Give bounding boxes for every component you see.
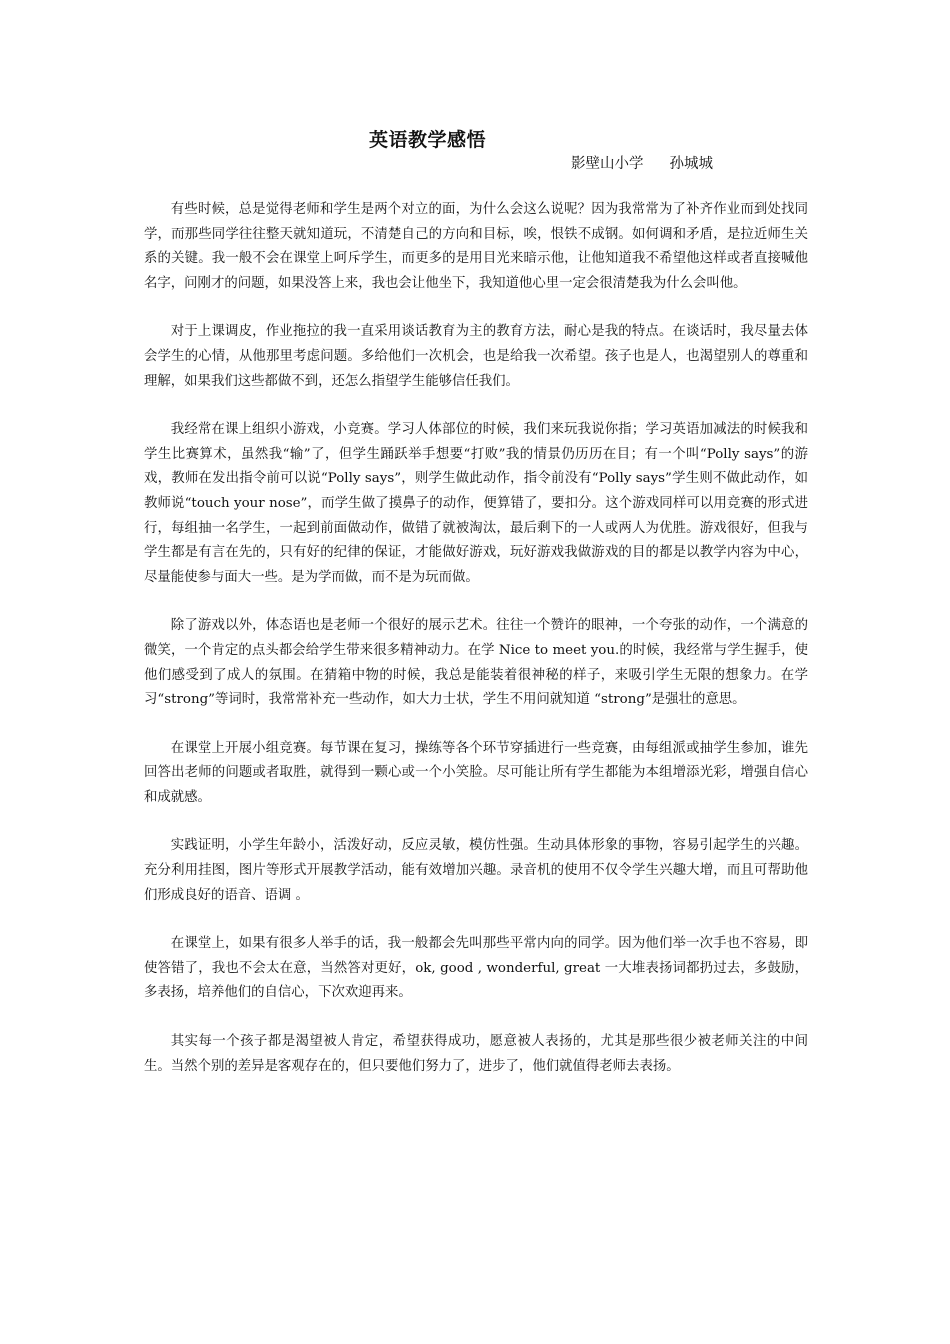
paragraph: 实践证明，小学生年龄小，活泼好动，反应灵敏，模仿性强。生动具体形象的事物，容易引起学生的兴趣。充分利用挂图，图片等形式开展教学活动，能有效增加兴趣。录音机的使用不仅令学生兴趣大增，而且可帮助他们形成良好的语音、语调 。 — [144, 838, 808, 903]
byline — [571, 152, 713, 173]
paragraph: 我经常在课上组织小游戏，小竞赛。学习人体部位的时候，我们来玩我说你指；学习英语加减法的时候我和学生比赛算术，虽然我“输”了，但学生踊跃举手想要“打败”我的情景仍历历在目；有一个叫“Polly says”的游戏，教师在发出指令前可以说“Polly says”，则学生做此动作，指令前没有“Polly says”学生则不做此动作，如教师说“touch your nose”，而学生做了摸鼻子的动作，便算错了，要扣分。这个游戏同样可以用竞赛的形式进行，每组抽一名学生，一起到前面做动作，做错了就被淘汰，最后剩下的一人或两人为优胜。游戏很好，但我与学生都是有言在先的，只有好的纪律的保证，才能做好游戏，玩好游戏我做游戏的目的都是以教学内容为中心，尽量能使参与面大一些。是为学而做，而不是为玩而做。 — [144, 422, 808, 585]
paragraph: 有些时候，总是觉得老师和学生是两个对立的面，为什么会这么说呢？因为我常常为了补齐作业而到处找同学，而那些同学往往整天就知道玩，不清楚自己的方向和目标，唉，恨铁不成钢。如何调和矛盾，是拉近师生关系的关键。我一般不会在课堂上呵斥学生，而更多的是用目光来暗示他，让他知道我不希望他这样或者直接喊他名字，问刚才的问题，如果没答上来，我也会让他坐下，我知道他心里一定会很清楚我为什么会叫他。 — [144, 202, 808, 291]
paragraph: 其实每一个孩子都是渴望被人肯定，希望获得成功，愿意被人表扬的，尤其是那些很少被老师关注的中间生。当然个别的差异是客观存在的，但只要他们努力了，进步了，他们就值得老师去表扬。 — [144, 1034, 808, 1074]
document-body — [144, 198, 808, 1103]
author-name: 孙城城 — [669, 156, 713, 172]
paragraph: 对于上课调皮，作业拖拉的我一直采用谈话教育为主的教育方法，耐心是我的特点。在谈话时，我尽量去体会学生的心情，从他那里考虑问题。多给他们一次机会，也是给我一次希望。孩子也是人，也渴望别人的尊重和理解，如果我们这些都做不到，还怎么指望学生能够信任我们。 — [144, 324, 808, 389]
paragraph: 在课堂上，如果有很多人举手的话，我一般都会先叫那些平常内向的同学。因为他们举一次手也不容易，即使答错了，我也不会太在意，当然答对更好，ok, good , wonderful, great 一大堆表扬词都扔过去，多鼓励，多表扬，培养他们的自信心，下次欢迎再来。 — [144, 936, 808, 1001]
document-title: 英语教学感悟 — [369, 129, 487, 151]
paragraph: 除了游戏以外，体态语也是老师一个很好的展示艺术。往往一个赞许的眼神，一个夸张的动作，一个满意的微笑，一个肯定的点头都会给学生带来很多精神动力。在学 Nice to meet you.的时候，我经常与学生握手，使他们感受到了成人的氛围。在猜箱中物的时候，我总是能装着很神秘的样子，来吸引学生无限的想象力。在学习“strong”等词时，我常常补充一些动作，如大力士状，学生不用问就知道 “strong”是强壮的意思。 — [144, 618, 808, 708]
school-name: 影壁山小学 — [571, 156, 644, 172]
paragraph: 在课堂上开展小组竞赛。每节课在复习，操练等各个环节穿插进行一些竞赛，由每组派或抽学生参加，谁先回答出老师的问题或者取胜，就得到一颗心或一个小笑脸。尽可能让所有学生都能为本组增添光彩，增强自信心和成就感。 — [144, 740, 808, 805]
